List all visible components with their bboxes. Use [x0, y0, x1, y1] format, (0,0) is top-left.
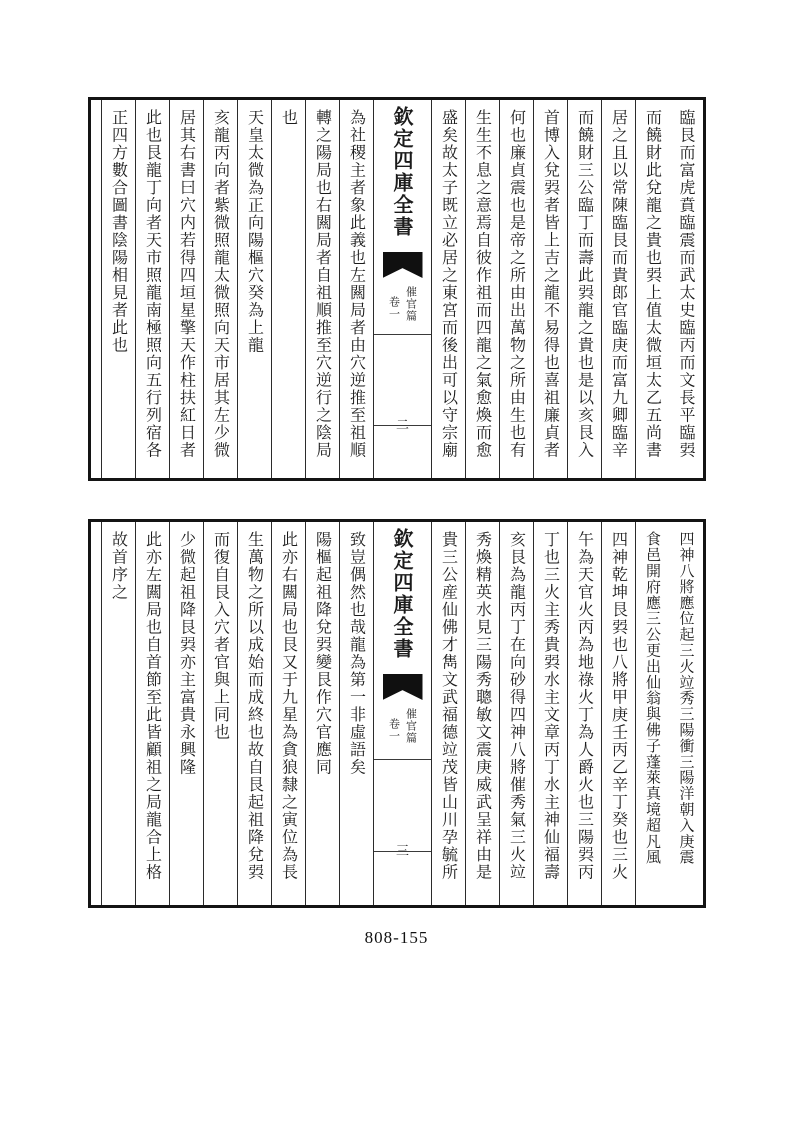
book-title-label: 催官篇	[404, 286, 418, 322]
folio-number: 三	[395, 844, 410, 860]
center-title-column	[373, 100, 431, 478]
column-text: 秀煥精英水見三陽秀聰敏文震庚威武呈祥由是	[473, 531, 493, 881]
text-column	[101, 100, 135, 478]
text-column	[669, 522, 703, 905]
column-text: 四神乾坤艮㢲也八將甲庚壬丙乙辛丁癸也三火	[609, 531, 629, 881]
column-text: 生萬物之所以成始而成終也故自艮起祖降兌㢲	[245, 531, 265, 881]
text-column	[237, 522, 271, 905]
column-text: 少微起祖降艮㢲亦主富貴永興隆	[177, 531, 197, 776]
text-column	[169, 100, 203, 478]
text-column	[601, 522, 635, 905]
folio-number: 二	[395, 417, 410, 433]
text-column	[169, 522, 203, 905]
column-text: 四神八將應位起三火竝秀三陽衝三陽洋朝入庚震	[677, 531, 696, 865]
top-page-block	[88, 97, 706, 481]
column-text: 致豈偶然也哉龍為第一非虛語矣	[347, 531, 367, 776]
column-text: 此亦右闗局也艮又于九星為貪狼隸之寅位為長	[279, 531, 299, 881]
column-text: 生生不息之意焉自彼作祖而四龍之氣愈煥而愈	[473, 109, 493, 459]
text-column	[567, 522, 601, 905]
column-text: 為社稷主者象此義也左闗局者由穴逆推至祖順	[347, 109, 367, 459]
text-column	[567, 100, 601, 478]
text-column	[669, 100, 703, 478]
column-text: 正四方數合圖書陰陽相見者此也	[109, 109, 129, 354]
column-text: 丁也三火主秀貴㢲水主文章丙丁水主神仙福壽	[541, 531, 561, 881]
column-text: 首博入兌㢲者皆上吉之龍不易得也喜祖廉貞者	[541, 109, 561, 459]
text-column	[533, 522, 567, 905]
text-column	[465, 100, 499, 478]
text-column	[339, 522, 373, 905]
text-column	[465, 522, 499, 905]
collection-title: 欽定四庫全書	[390, 106, 414, 238]
column-text: 何也廉貞震也是帝之所由出萬物之所由生也有	[507, 109, 527, 459]
volume-label: 卷一	[387, 718, 401, 742]
text-column	[499, 522, 533, 905]
text-column	[237, 100, 271, 478]
column-text: 食邑開府應三公更出仙翁與佛子蓬萊真境超凡風	[644, 531, 662, 865]
column-text: 故首序之	[109, 531, 129, 601]
column-text: 而饒財三公臨丁而壽此㢲龍之貴也是以亥艮入	[575, 109, 595, 459]
text-column	[431, 522, 465, 905]
center-title-column	[373, 522, 431, 905]
column-text: 轉之陽局也右闗局者自祖順推至穴逆行之陰局	[313, 109, 333, 459]
text-column	[101, 522, 135, 905]
column-text: 也	[279, 109, 299, 127]
book-title-label: 催官篇	[404, 708, 418, 744]
column-text: 此亦左闗局也自首節至此皆顧祖之局龍合上格	[143, 531, 163, 881]
text-column	[499, 100, 533, 478]
column-text: 而饒財此兌龍之貴也㢲上值太微垣太乙五尚書	[643, 109, 663, 459]
text-column	[635, 100, 669, 478]
text-column	[601, 100, 635, 478]
column-text: 此也艮龍丁向者天市照龍南極照向五行列宿各	[143, 109, 163, 459]
column-text: 居之且以常陳臨艮而貴郎官臨庚而富九卿臨辛	[609, 109, 629, 459]
column-text: 居其右書曰穴内若得四垣星擎天作柱扶紅日者	[177, 109, 197, 459]
text-column	[635, 522, 669, 905]
column-text: 天皇太微為正向陽樞穴癸為上龍	[245, 109, 265, 354]
text-column	[135, 522, 169, 905]
text-column	[271, 522, 305, 905]
column-text: 盛矣故太子既立必居之東宮而後出可以守宗廟	[439, 109, 459, 459]
text-column	[339, 100, 373, 478]
text-column	[271, 100, 305, 478]
text-column	[431, 100, 465, 478]
text-column	[135, 100, 169, 478]
fishtail-mark-icon	[383, 252, 423, 278]
column-text: 陽樞起祖降兌㢲變艮作穴官應同	[313, 531, 333, 776]
fishtail-mark-icon	[383, 674, 423, 700]
text-column	[533, 100, 567, 478]
column-text: 亥艮為龍丙丁在向砂得四神八將催秀氣三火竝	[507, 531, 527, 881]
column-text: 亥龍丙向者紫微照龍太微照向天市居其左少微	[211, 109, 231, 459]
text-column	[305, 100, 339, 478]
bottom-page-block	[88, 519, 706, 908]
collection-title: 欽定四庫全書	[390, 528, 414, 660]
center-divider	[374, 759, 431, 760]
column-text: 午為天官火丙為地祿火丁為人爵火也三陽㢲丙	[575, 531, 595, 881]
center-divider	[374, 334, 431, 335]
text-column	[203, 522, 237, 905]
column-text: 貴三公産仙佛才雋文武福德竝茂皆山川孕毓所	[439, 531, 459, 881]
column-text: 臨艮而富虎賁臨震而武太史臨丙而文長平臨㢲	[677, 109, 696, 459]
column-text: 而復自艮入穴者官與上同也	[211, 531, 231, 741]
text-column	[305, 522, 339, 905]
plate-page-number: 808-155	[364, 928, 429, 947]
text-column	[203, 100, 237, 478]
volume-label: 卷一	[387, 296, 401, 320]
